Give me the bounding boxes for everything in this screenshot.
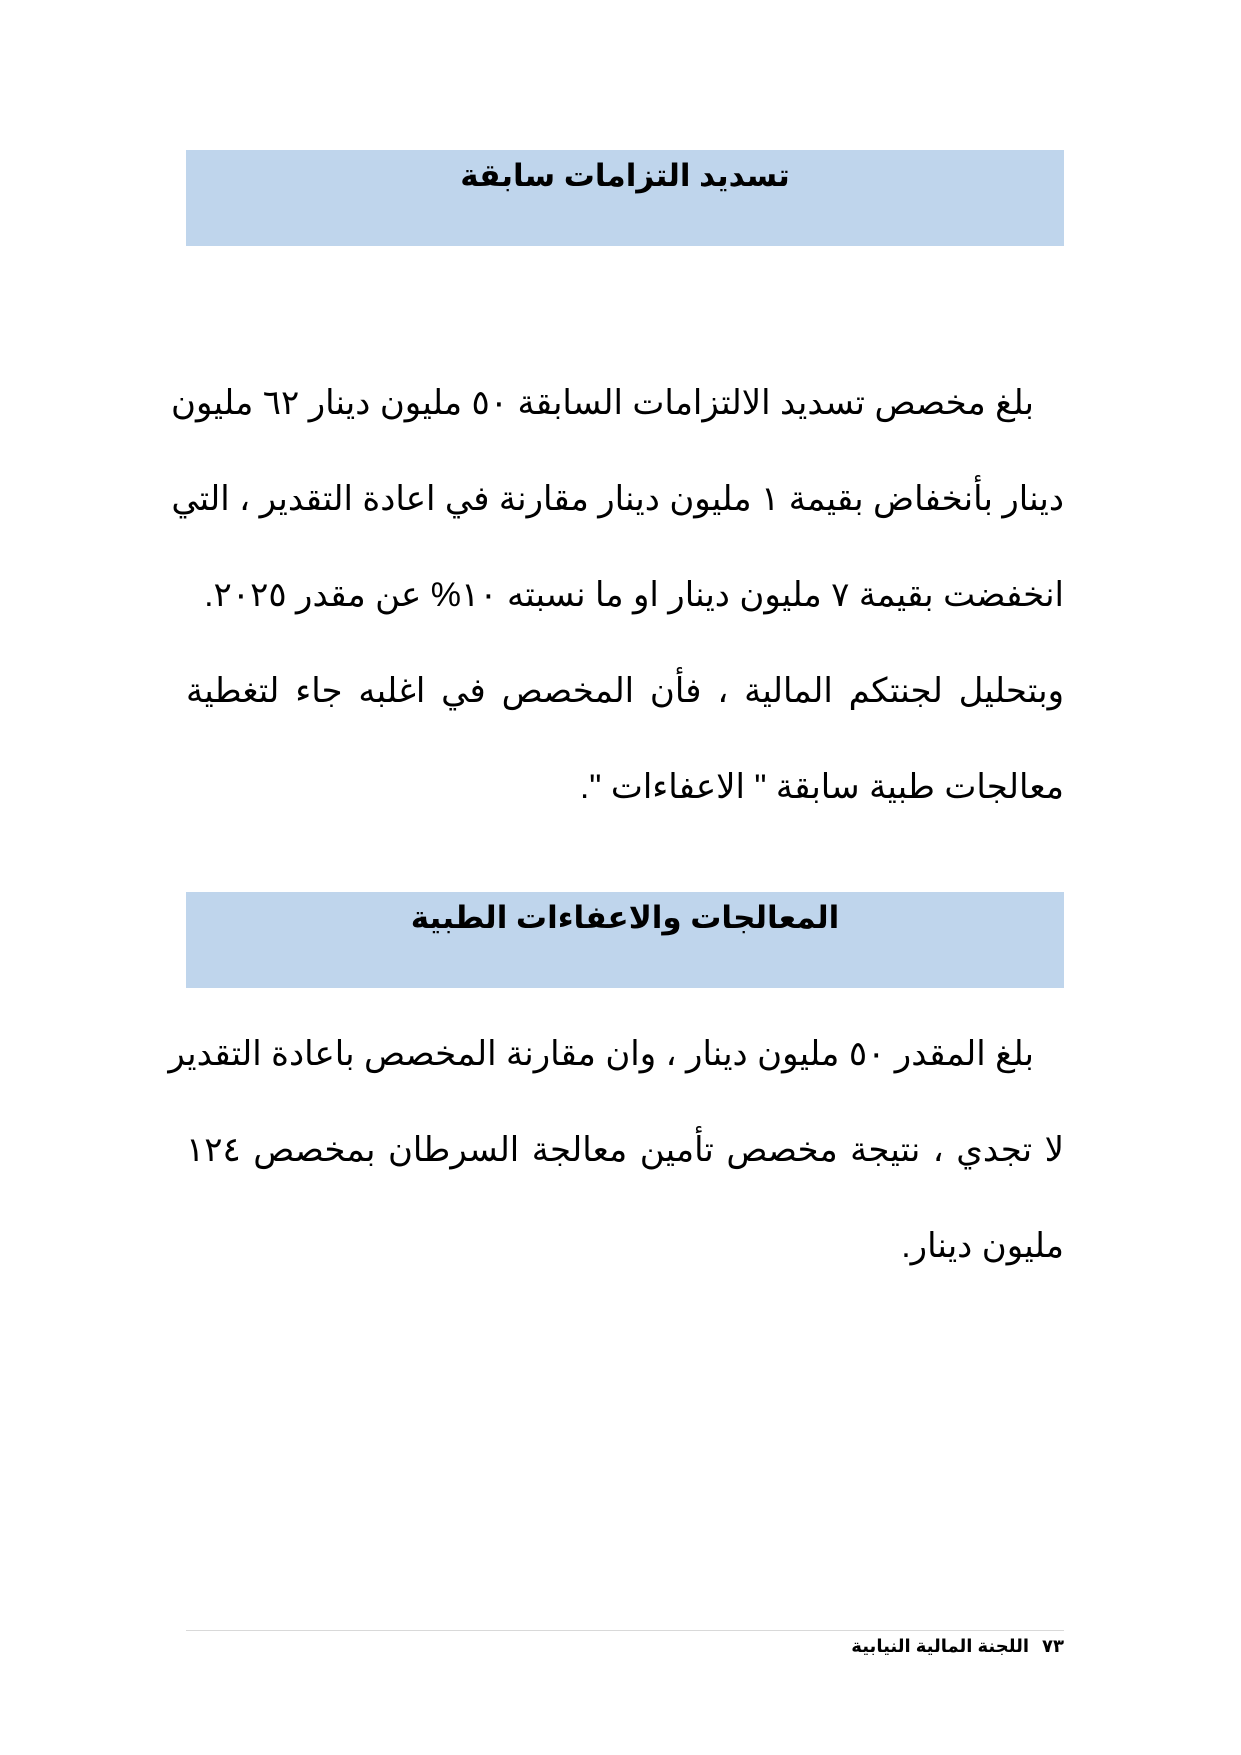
paragraph-line: انخفضت بقيمة ٧ مليون دينار او ما نسبته ١٠% عن مقدر ٢٠٢٥. bbox=[204, 576, 1064, 614]
section-heading-previous-obligations bbox=[186, 150, 1064, 246]
paragraph-line: لا تجدي ، نتيجة مخصص تأمين معالجة السرطان بمخصص ١٢٤ bbox=[186, 1131, 1064, 1169]
paragraph-line: وبتحليل لجنتكم المالية ، فأن المخصص في اغلبه جاء لتغطية bbox=[186, 672, 1064, 710]
page-number: ٧٣ bbox=[1042, 1636, 1064, 1656]
section-title: المعالجات والاعفاءات الطبية bbox=[410, 900, 840, 935]
paragraph-line: بلغ مخصص تسديد الالتزامات السابقة ٥٠ مليون دينار ٦٢ مليون bbox=[171, 384, 1034, 422]
page-footer bbox=[186, 1636, 1064, 1657]
footer-divider bbox=[186, 1630, 1064, 1631]
paragraph-line: دينار بأنخفاض بقيمة ١ مليون دينار مقارنة في اعادة التقدير ، التي bbox=[171, 480, 1064, 518]
paragraph-line: بلغ المقدر ٥٠ مليون دينار ، وان مقارنة المخصص باعادة التقدير bbox=[168, 1035, 1034, 1073]
section-heading-medical-treatments bbox=[186, 892, 1064, 988]
paragraph-medical-treatments bbox=[168, 1006, 1064, 1294]
footer-committee-name: اللجنة المالية النيابية bbox=[851, 1636, 1029, 1656]
paragraph-previous-obligations bbox=[171, 355, 1064, 835]
paragraph-line: مليون دينار. bbox=[901, 1227, 1064, 1265]
paragraph-line: معالجات طبية سابقة " الاعفاءات ". bbox=[579, 768, 1064, 806]
section-title: تسديد التزامات سابقة bbox=[460, 158, 790, 193]
